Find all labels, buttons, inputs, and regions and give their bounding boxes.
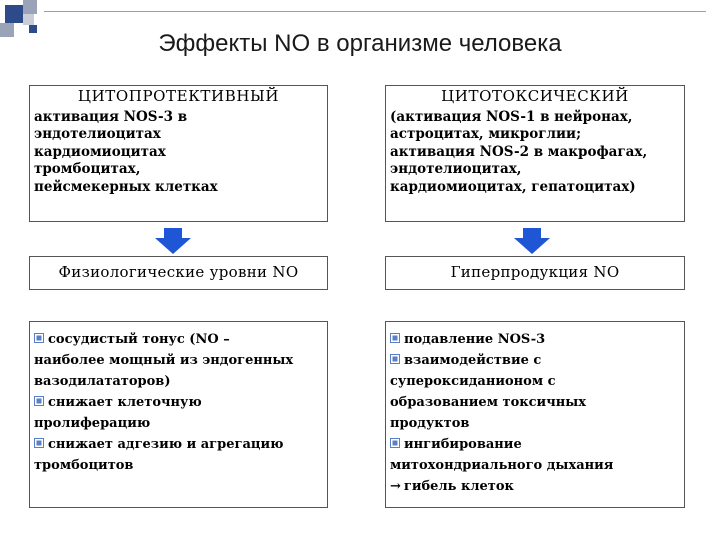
- cytoprotective-line: тромбоцитах,: [34, 161, 141, 177]
- toxic-effects-list: [390, 329, 680, 476]
- effect-line: [390, 413, 680, 434]
- cytotoxic-box: [385, 85, 685, 222]
- cytotoxic-line: астроцитах, микроглии;: [390, 126, 582, 142]
- cytoprotective-box: [29, 85, 328, 222]
- toxic-effects-box: [385, 321, 685, 508]
- effect-text: подавление NOS-3: [404, 332, 546, 347]
- effect-line: [34, 371, 323, 392]
- cytotoxic-heading: ЦИТОТОКСИЧЕСКИЙ: [441, 87, 629, 105]
- effect-line: [390, 434, 680, 455]
- effect-text: супероксиданионом с: [390, 374, 556, 389]
- hyperproduction-box: Гиперпродукция NO: [385, 256, 685, 290]
- effect-text: сосудистый тонус (NO –: [48, 332, 230, 347]
- effect-line: [390, 455, 680, 476]
- cytoprotective-line: активация NOS-3 в: [34, 108, 188, 125]
- physiological-level-box: Физиологические уровни NO: [29, 256, 328, 290]
- effect-line: [390, 392, 680, 413]
- cytotoxic-line: (активация NOS-1 в нейронах,: [390, 108, 633, 125]
- effect-line: [34, 455, 323, 476]
- physiological-effects-box: [29, 321, 328, 508]
- cytoprotective-line: эндотелиоцитах: [34, 126, 161, 142]
- effect-text: продуктов: [390, 416, 470, 431]
- checkbox-bullet-icon: [34, 333, 44, 343]
- effect-line: [390, 350, 680, 371]
- effect-text: ингибирование: [404, 437, 522, 452]
- effect-text: тромбоцитов: [34, 458, 134, 473]
- cytotoxic-line: кардиомиоцитах, гепатоцитах): [390, 178, 636, 195]
- cytotoxic-line: активация NOS-2 в макрофагах,: [390, 143, 648, 160]
- effect-text: взаимодействие с: [404, 353, 542, 368]
- cytoprotective-heading: ЦИТОПРОТЕКТИВНЫЙ: [77, 87, 280, 105]
- checkbox-bullet-icon: [34, 396, 44, 406]
- checkbox-bullet-icon: [390, 333, 400, 343]
- effect-line: [34, 434, 323, 455]
- cytoprotective-line: кардиомиоцитах: [34, 143, 166, 160]
- down-arrow-icon: [155, 228, 191, 254]
- checkbox-bullet-icon: [34, 438, 44, 448]
- effect-text: снижает клеточную: [48, 395, 202, 410]
- physiological-effects-list: [34, 329, 323, 476]
- down-arrow-icon: [514, 228, 550, 254]
- header-rule: [44, 11, 706, 12]
- effect-text: снижает адгезию и агрегацию: [48, 437, 284, 452]
- effect-line: [34, 392, 323, 413]
- cytotoxic-line: эндотелиоцитах,: [390, 161, 522, 177]
- effect-text: образованием токсичных: [390, 395, 587, 410]
- effect-line: [390, 329, 680, 350]
- cytoprotective-lines: [34, 109, 323, 197]
- effect-text: митохондриального дыхания: [390, 458, 614, 473]
- checkbox-bullet-icon: [390, 354, 400, 364]
- page-title: Эффекты NO в организме человека: [158, 30, 562, 57]
- effect-text: пролиферацию: [34, 416, 151, 431]
- effect-line: [34, 329, 323, 350]
- checkbox-bullet-icon: [390, 438, 400, 448]
- effect-text: наиболее мощный из эндогенных: [34, 353, 294, 368]
- cytotoxic-lines: [390, 109, 680, 197]
- effect-line: [34, 413, 323, 434]
- cell-death-text: гибель клеток: [403, 479, 514, 494]
- effect-line: [390, 371, 680, 392]
- arrow-right-icon: →: [390, 479, 401, 494]
- cell-death-line: [390, 476, 680, 497]
- effect-text: вазодилататоров): [34, 374, 171, 389]
- effect-line: [34, 350, 323, 371]
- cytoprotective-line: пейсмекерных клетках: [34, 178, 218, 195]
